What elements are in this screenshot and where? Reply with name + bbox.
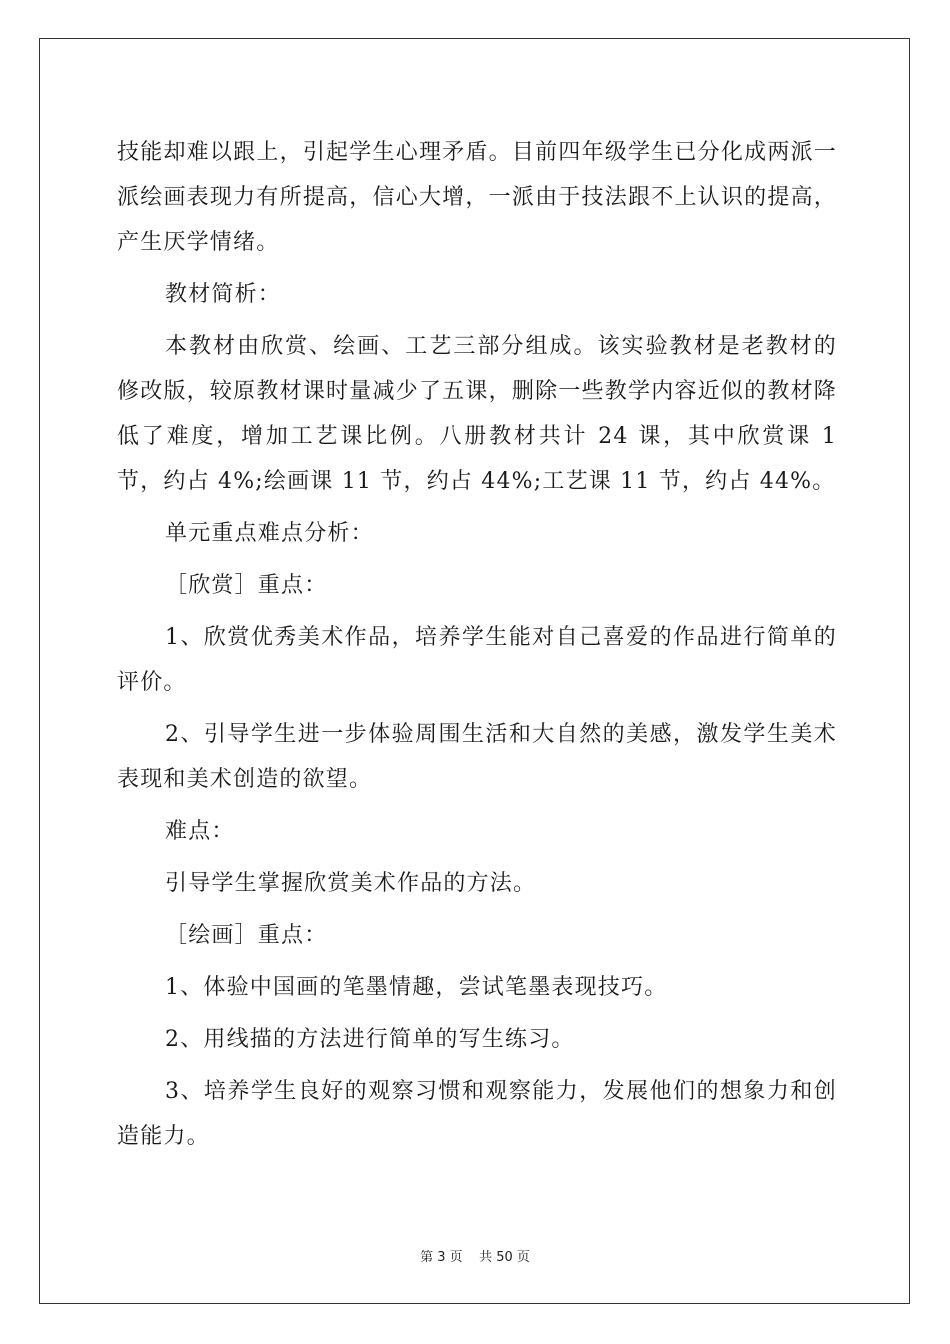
list-item-appreciation-1: 1、欣赏优秀美术作品，培养学生能对自己喜爱的作品进行简单的评价。 <box>117 625 837 695</box>
heading-unit-key-points: 单元重点难点分析： <box>165 521 374 546</box>
heading-textbook-analysis: 教材简析： <box>165 282 282 307</box>
list-item-painting-2: 2、用线描的方法进行简单的写生练习。 <box>165 1027 575 1052</box>
page-footer <box>0 1246 950 1265</box>
list-item-painting-3: 3、培养学生良好的观察习惯和观察能力，发展他们的想象力和创造能力。 <box>117 1079 837 1149</box>
paragraph-difficulty-text: 引导学生掌握欣赏美术作品的方法。 <box>165 871 537 896</box>
document-body <box>117 130 837 1159</box>
list-item-painting-1: 1、体验中国画的笔墨情趣，尝试笔墨表现技巧。 <box>165 975 668 1000</box>
heading-painting-key-points: ［绘画］重点： <box>165 923 328 948</box>
paragraph-textbook-description: 本教材由欣赏、绘画、工艺三部分组成。该实验教材是老教材的修改版，较原教材课时量减少了五课，删除一些教学内容近似的教材降低了难度，增加工艺课比例。八册教材共计 24 课，其中欣赏课 1 节，约占 4%;绘画课 11 节，约占 44%;工艺课 11 节，约占 44%。 <box>117 334 837 494</box>
heading-appreciation-key-points: ［欣赏］重点： <box>165 573 328 598</box>
heading-difficulties: 难点： <box>165 819 235 844</box>
page-number: 第 3 页 共 50 页 <box>420 1250 530 1265</box>
paragraph-continuation: 技能却难以跟上，引起学生心理矛盾。目前四年级学生已分化成两派一派绘画表现力有所提高，信心大增，一派由于技法跟不上认识的提高，产生厌学情绪。 <box>117 140 837 255</box>
list-item-appreciation-2: 2、引导学生进一步体验周围生活和大自然的美感，激发学生美术表现和美术创造的欲望。 <box>117 722 837 792</box>
